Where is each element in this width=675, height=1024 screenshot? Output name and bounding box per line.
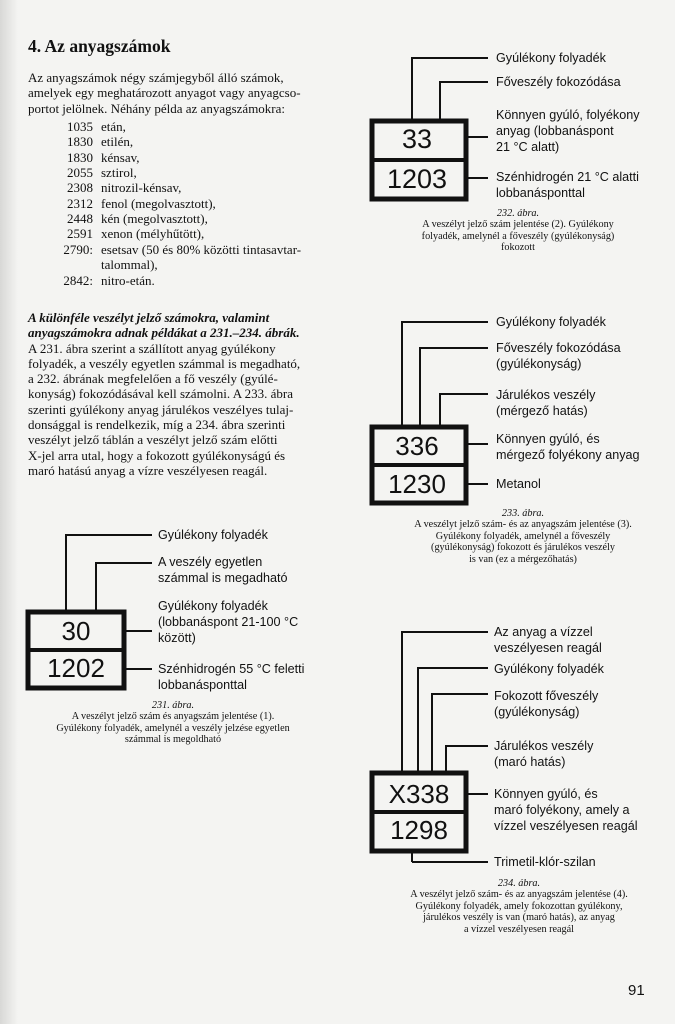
list-item: 2790: esetsav (50 és 80% közötti tintasavtar- [63, 242, 302, 257]
fig233-label: Gyúlékony folyadék [496, 315, 606, 329]
fig231-label: (lobbanáspont 21-100 °C [158, 615, 299, 629]
leader-line [432, 694, 488, 772]
fig232-label: Gyúlékony folyadék [496, 51, 606, 65]
intro-line: Az anyagszámok négy számjegyből álló számok, [28, 70, 284, 85]
caption-line: számmal is megoldható [124, 734, 222, 746]
body-paragraph [28, 310, 342, 478]
fig231-label: Szénhidrogén 55 °C feletti [158, 662, 305, 676]
caption-line: a vízzel veszélyesen reagál [463, 923, 574, 935]
fig234-label: (gyúlékonyság) [494, 705, 580, 719]
list-item: 2055 sztirol, [67, 165, 137, 180]
list-item: talommal), [101, 257, 158, 272]
body-line: veszélyt jelző táblán a veszélyt jelző szám előtti [28, 432, 278, 448]
figure-number: 232. ábra. [496, 208, 540, 219]
fig231-label: Gyúlékony folyadék [158, 599, 268, 613]
caption-line: A veszélyt jelző szám jelentése (2). Gyúlékony [422, 219, 614, 231]
body-line: folyadék, a veszély egyetlen számmal is megadható, [28, 355, 301, 371]
fig232-label: anyag (lobbanáspont [496, 124, 614, 138]
fig231-label: A veszély egyetlen [158, 555, 263, 569]
fig233-label: mérgező folyékony anyag [496, 448, 640, 462]
fig233-label: Járulékos veszély [496, 388, 596, 402]
leader-line [412, 58, 488, 120]
body-line: X-jel arra utal, hogy a fokozott gyúlékonyságú és [28, 447, 286, 463]
caption-line: (gyúlékonyság) fokozott és járulékos veszély [431, 542, 615, 554]
un-number: 1298 [390, 815, 448, 845]
fig234-label: Könnyen gyúló, és [494, 787, 598, 801]
caption-line: A veszélyt jelző szám és anyagszám jelentése (1). [71, 711, 275, 723]
fig234-label: vízzel veszélyesen reagál [494, 819, 638, 833]
fig231-label: Gyúlékony folyadék [158, 528, 268, 542]
figure-number: 231. ábra. [151, 700, 195, 711]
un-number: 1202 [47, 653, 105, 683]
fig233-caption [378, 508, 668, 565]
figure-number: 234. ábra. [497, 878, 541, 889]
caption-line: A veszélyt jelző szám- és az anyagszám jelentése (4). [410, 889, 628, 901]
hazard-number: 30 [61, 616, 91, 646]
figure-number: 233. ábra. [501, 508, 545, 519]
fig232-label: Szénhidrogén 21 °C alatti [496, 170, 639, 184]
page-number: 91 [628, 982, 645, 999]
leader-line [418, 668, 488, 772]
list-item: 2591 xenon (mélyhűtött), [67, 226, 205, 241]
fig234-label: Fokozott főveszély [494, 689, 599, 703]
body-line: donsággal is rendelkezik, míg a 234. ábra szerinti [28, 417, 286, 433]
fig233-label: Könnyen gyúló, és [496, 432, 600, 446]
leader-line [66, 535, 152, 611]
leader-line [402, 322, 488, 426]
fig232-caption [390, 208, 646, 254]
fig234-label: veszélyesen reagál [494, 641, 602, 655]
body-line: A 231. ábra szerint a szállított anyag gyúlékony [28, 340, 276, 356]
fig234-label: maró folyékony, amely a [494, 803, 630, 817]
fig232-label: Könnyen gyúló, folyékony [496, 108, 640, 122]
list-item: 2448 kén (megolvasztott), [67, 211, 208, 226]
list-item: 2312 fenol (megolvasztott), [67, 196, 216, 211]
caption-line: Gyúlékony folyadék, amelynél a főveszély [435, 530, 611, 542]
body-line: konyság) fokozódásával kell számolni. A 233. ábra [28, 386, 293, 402]
fig234-label: Trimetil-klór-szilan [494, 855, 596, 869]
fig234-label: (maró hatás) [494, 755, 566, 769]
caption-line: A veszélyt jelző szám- és az anyagszám jelentése (3). [414, 519, 632, 531]
fig233-label: (gyúlékonyság) [496, 357, 582, 371]
caption-line: is van (ez a mérgezőhatás) [469, 553, 577, 565]
hazard-number: 336 [395, 431, 439, 461]
intro-line: amelyek egy meghatározott anyagot vagy anyagcso- [28, 85, 301, 101]
fig234-label: Járulékos veszély [494, 739, 594, 753]
list-item: 1830 etilén, [67, 134, 134, 149]
fig232-label: Főveszély fokozódása [496, 75, 621, 89]
body-line: a 232. ábrának megfelelően a fő veszély (gyúlé- [28, 371, 278, 387]
fig234-caption [370, 878, 668, 935]
fig233-label: Metanol [496, 477, 541, 491]
leader-line [446, 746, 488, 772]
caption-line: járulékos veszély is van (maró hatás), az anyag [423, 912, 615, 924]
emphasis-line: anyagszámokra adnak példákat a 231.–234. ábrák. [28, 325, 300, 341]
list-item: 1830 kénsav, [67, 150, 140, 165]
section-heading: 4. Az anyagszámok [28, 36, 171, 56]
leader-line [420, 348, 488, 426]
fig232-label: lobbanásponttal [496, 186, 585, 200]
fig231-caption [28, 700, 318, 746]
list-item: 2842: nitro-etán. [63, 273, 155, 288]
intro-paragraph [28, 70, 340, 116]
fig234-label: Gyúlékony folyadék [494, 662, 604, 676]
hazard-number: 33 [401, 124, 433, 154]
fig231-label: számmal is megadható [158, 571, 288, 585]
fig231-label: lobbanásponttal [158, 678, 247, 692]
caption-line: folyadék, amelynél a főveszély (gyúlékonyság) [421, 230, 615, 242]
body-line: szerinti gyúlékony anyag járulékos veszélyes tulaj- [28, 401, 294, 417]
un-number: 1230 [388, 469, 446, 499]
fig234-label: Az anyag a vízzel [494, 625, 593, 639]
fig232-label: 21 °C alatt) [496, 140, 560, 154]
body-line: maró hatású anyag a vízre veszélyesen reagál. [28, 462, 268, 478]
un-number: 1203 [386, 164, 448, 194]
page-binding-shadow [0, 0, 18, 1024]
fig233-label: Főveszély fokozódása [496, 341, 621, 355]
leader-line [440, 394, 488, 426]
leader-line [440, 82, 488, 120]
caption-line: fokozott [501, 242, 535, 254]
fig231-label: között) [158, 631, 196, 645]
hazard-number: X338 [388, 779, 450, 809]
list-item: 1035 etán, [67, 119, 126, 134]
leader-line [96, 563, 152, 611]
list-item: 2308 nitrozil-kénsav, [67, 180, 182, 195]
intro-line: portot jelölnek. Néhány példa az anyagszámokra: [28, 100, 286, 116]
caption-line: Gyúlékony folyadék, amely fokozottan gyúlékony, [415, 900, 623, 912]
caption-line: Gyúlékony folyadék, amelynél a veszély jelzése egyetlen [56, 722, 290, 734]
emphasis-line: A különféle veszélyt jelző számokra, valamint [28, 310, 270, 325]
fig233-label: (mérgező hatás) [496, 404, 588, 418]
